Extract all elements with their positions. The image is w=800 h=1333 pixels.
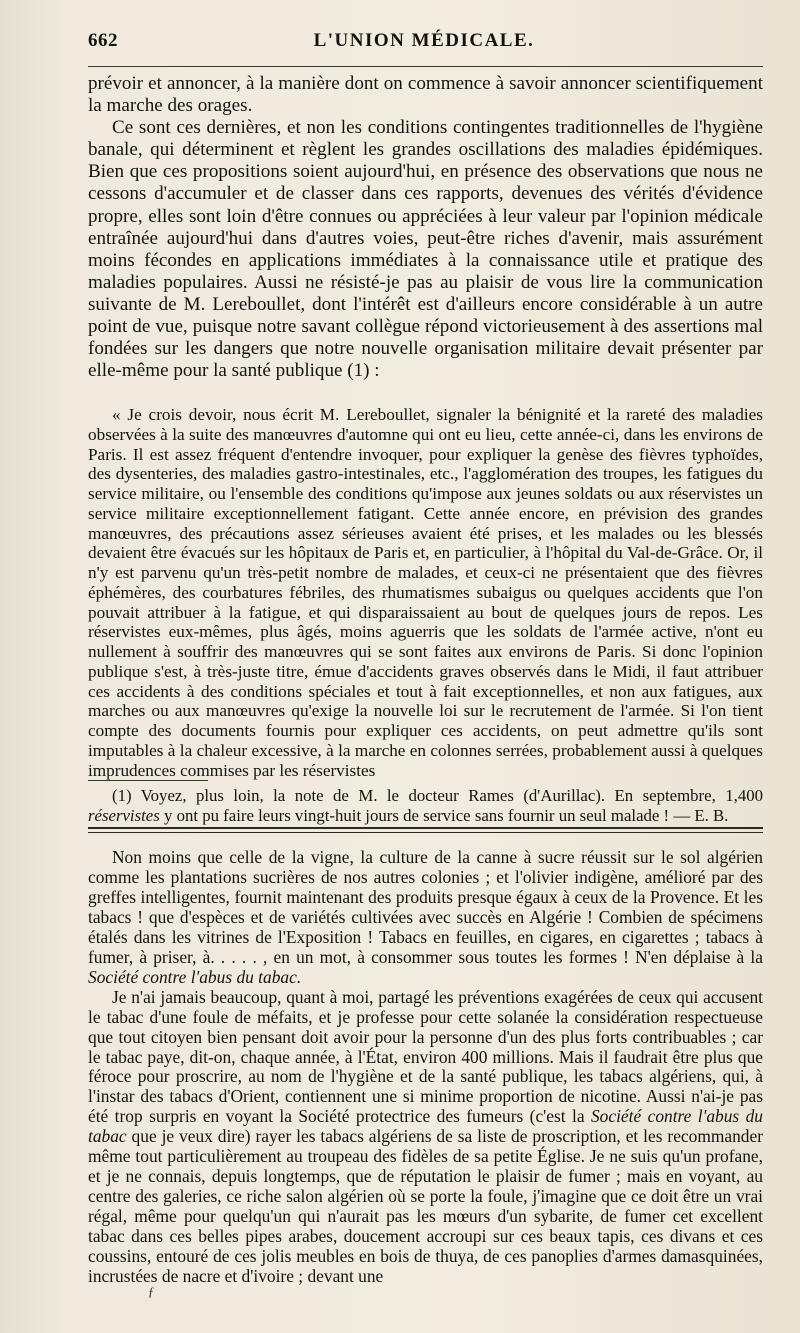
signature-mark: ƒ <box>148 1284 155 1299</box>
quoted-letter <box>88 405 763 780</box>
paragraph: Non moins que celle de la vigne, la culture de la canne à sucre réussit sur le sol algérien comme les plantations sucrières de nos autres colonies ; et l'olivier indigène, amélioré par des greffes intelligentes, fournit maintenant des produits presque égaux à ceux de la Provence. Et les tabacs ! que d'espèces et de variétés cultivées avec succès en Algérie ! Combien de spécimens étalés dans les vitrines de l'Exposition ! Tabacs en feuilles, en cigares, en cigarettes ; tabacs à fumer, à priser, à. . . . . , en un mot, à consommer sous toutes les formes ! N'en déplaise à la Société contre l'abus du tabac. <box>88 847 763 987</box>
running-title: L'UNION MÉDICALE. <box>313 30 535 51</box>
article-body-intro <box>88 73 763 382</box>
society-name: Société contre l'abus du tabac <box>88 1106 763 1147</box>
paragraph: prévoir et annoncer, à la manière dont on commence à savoir annoncer scientifiquement la marche des orages. <box>88 73 763 117</box>
society-name: Société contre l'abus du tabac. <box>88 966 302 987</box>
footnote-text: (1) Voyez, plus loin, la note de M. le docteur Rames (d'Aurillac). En septembre, 1,400 réservistes y ont pu faire leurs vingt-huit jours de service sans fournir un seul malade ! — E. B. <box>88 786 763 825</box>
header-rule <box>88 66 763 67</box>
quote-paragraph: « Je crois devoir, nous écrit M. Lereboullet, signaler la bénignité et la rareté des maladies observées à la suite des manœuvres d'automne qui ont eu lieu, cette année-ci, dans les environs de Paris. Il est assez fréquent d'entendre invoquer, pour expliquer la genèse des fièvres typhoïdes, des dysenteries, des maladies gastro-intestinales, etc., l'agglomération des troupes, les fatigues du service militaire, ou l'ensemble des conditions qu'impose aux jeunes soldats ou aux réservistes un service militaire exceptionnellement fatigant. Cette année encore, en prévision des grandes manœuvres, des précautions assez sérieuses avaient été prises, et les malades ou les blessés devaient être évacués sur les hôpitaux de Paris et, en particulier, à l'hôpital du Val-de-Grâce. Or, il n'y est parvenu qu'un très-petit nombre de malades, et ceux-ci ne présentaient que des fièvres éphémères, des courbatures fébriles, des rhumatismes subaigus ou quelques accidents que l'on pouvait attribuer à la fatigue, et qui disparaissaient au bout de quelques jours de repos. Les réservistes eux-mêmes, plus âgés, moins aguerris que les soldats de l'armée active, n'ont eu nullement à souffrir des manœuvres qui se sont faites aux environs de Paris. Si donc l'opinion publique s'est, à très-juste titre, émue d'accidents graves observés dans le Midi, il faut attribuer ces accidents à des conditions spéciales et tout à fait exceptionnelles, et non aux fatigues, aux marches ou aux manœuvres qu'exige la nouvelle loi sur le recrutement de l'armée. Si l'on tient compte des documents fournis pour expliquer ces accidents, on peut admettre qu'ils sont imputables à la chaleur excessive, à la marche en colonnes serrées, probablement aussi à quelques imprudences commises par les réservistes <box>88 405 763 780</box>
paragraph: Je n'ai jamais beaucoup, quant à moi, partagé les préventions exagérées de ceux qui accusent le tabac d'une foule de méfaits, et je professe pour cette solanée la considération respectueuse que tout citoyen bien pensant doit avoir pour la personne d'un des plus forts contribuables ; car le tabac paye, dit-on, chaque année, à l'État, environ 400 millions. Mais il faudrait être plus que féroce pour proscrire, au nom de l'hygiène et de la santé publique, les tabacs algériens, qui, à l'instar des tabacs d'Orient, contiennent une si minime proportion de nicotine. Aussi n'ai-je pas été trop surpris en voyant la Société protectrice des fumeurs (c'est la Société contre l'abus du tabac que je veux dire) rayer les tabacs algériens de sa liste de proscription, et les recommander même tout particulièrement au troupeau des fidèles de sa petite Église. Je ne suis qu'un profane, et je ne connais, depuis longtemps, que de réputation le plaisir de fumer ; mais en voyant, au centre des galeries, ce riche salon algérien où se porte la foule, j'imagine que ce doit être un vrai régal, même pour quelqu'un qui n'aurait pas les mœurs d'un sybarite, de fumer cet excellent tabac dans ces belles pipes arabes, doucement accroupi sur ces beaux tapis, ces divans et ces coussins, entouré de ces jolis meubles en bois de thuya, de ces panoplies d'armes damasquinées, incrustées de nacre et d'ivoire ; devant une <box>88 986 763 1287</box>
footnote <box>88 786 763 825</box>
page-header <box>88 30 760 58</box>
section-divider <box>88 827 763 829</box>
footnote-italic: réservistes <box>88 805 160 825</box>
section-divider <box>88 832 763 833</box>
footnote-rule <box>88 780 208 781</box>
page-number: 662 <box>88 30 118 51</box>
paragraph: Ce sont ces dernières, et non les conditions contingentes traditionnelles de l'hygiène banale, qui déterminent et règlent les grandes oscillations des maladies épidémiques. Bien que ces propositions soient aujourd'hui, en présence des observations que nous ne cessons d'accumuler et de classer dans ces rapports, devenues des vérités d'évidence propre, elles sont loin d'être connues ou appréciées à leur valeur par l'opinion médicale entraînée aujourd'hui dans d'autres voies, peut-être riches d'avenir, mais assurément moins fécondes en applications immédiates à la connaissance utile et pratique des maladies populaires. Aussi ne résisté-je pas au plaisir de vous lire la communication suivante de M. Lereboullet, dont l'intérêt est d'ailleurs encore considérable à un autre point de vue, puisque notre savant collègue répond victorieusement à des assertions mal fondées sur les dangers que notre nouvelle organisation militaire devait présenter par elle-même pour la santé publique (1) : <box>88 117 763 382</box>
feuilleton-body <box>88 848 763 1287</box>
